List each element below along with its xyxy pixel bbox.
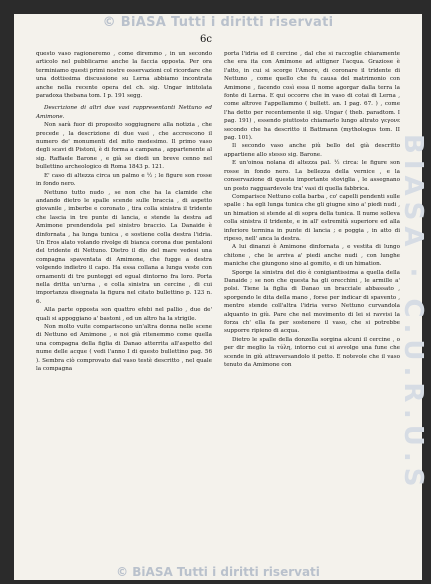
paragraph: E un'oinoa nolana di altezza pal. ½ circa: le figure son rosse in fondo nero. La bellezza della vernice , e la conservazione di questa importante stoviglia , le assegnano un posto ragguardevole tra' vasi di quella fabbrica.	[224, 160, 400, 192]
watermark-bottom: © BiASA Tutti i diritti riservati	[116, 565, 320, 579]
left-column	[36, 50, 212, 373]
paragraph: Alla parte opposta son quattro efebi nel pallio , due de' quali si appoggiano a' bastoni , ed un altro ha la strigile.	[36, 307, 212, 322]
document-page	[14, 14, 428, 580]
paragraph: Non molto vuite compariscono un'altra donna nelle scene di Nettuno ed Amimone , e noi già ritenemmo come quella una compagna della figlia di Danao atterrita all'aspetto del nume delle acque ( vedi l'anno I di questo bullettino pag. 56 ). Sembra ciò comprovato dal vaso testè descritto , nel quale la compagna	[36, 324, 212, 373]
paragraph: E' caso di altezza circa un palmo e ½ ; le figure son rosse in fondo nero.	[36, 172, 212, 188]
page-number: 6c	[200, 34, 212, 45]
paragraph: Non sarà fuor di proposito soggiugnere alla notizia , che precede , la descrizione di due vasi , che accrescono il numero de' monumenti del mito medesimo. Il primo vaso degli scavi di Pistoni, è di forma a campana , appartenente al sig. Raffaele Barone , e già se diedi un breve cenno nel bullettino archeologico di Roma 1843 p. 121.	[36, 122, 212, 171]
right-column	[224, 50, 400, 369]
paragraph: Il secondo vaso anche più bello del già descritto appartiene allo stesso sig. Barone.	[224, 143, 400, 158]
paragraph: porta l'idria ed il cercine , dal che si raccoglie chiaramente che era ita con Amimone ad attigner l'acqua. Graziose è l'atto, in cui si scorge l'Amore, di coronare il tridente di Nettuno , come quello che fu causa del matrimonio con Amimone , facendo così essa il nome agorgar dalla terra la fonte di Lerna. E qui occorre che in vaso di cotai di Lerna , come altrove l'appellammo ( bullett. an. I pag. 67. ) , come l'ha detto per recentemente il sig. Ungar ( theb. paradtom. I pag. 191) , essendo piuttosto chiamarlo lungo altrato γεγονε secondo che ha descritto il Battmann (mythologus tom. II pag. 101).	[224, 51, 400, 142]
paragraph: questo vaso ragioneremo , come diremmo , in un secondo articolo nel pubblicarne anche la faccia opposta. Per ora terminiamo questi primi nostre osservazioni col ricordare che una dottissima discussione su Lerna abbiamo incontrata anche nella recente opera del ch. sig. Ungar intitolata paradoxa thebana tom. I p. 191 segg.	[36, 51, 212, 100]
paragraph: Sporge la sinistra del dio è conigiantissima a quella della Danaide ; se non che questa ha gli orecchini , le armille a' polsi. Tiene la figlia di Danao un bracciale abbassato , sporgendo le dita della mano , forse per indicar di spavento , mentre stende coll'altra l'idria verso Nettuno curvandola alquanto in giù. Pare che nel movimento di lei si ravvisi la forza ch' ella fa per sostenere il vaso, che si potrebbe supporre ripieno di acqua.	[224, 269, 400, 335]
paragraph: Comparisce Nettuno colla barba , co' capelli pendenti sulle spalle : ha egli lunga tunica che gli giugne sino a' piedi nudi , un himation si stende al di sopra della tunica. Il nume solleva colla sinistra il tridente, e in all' estremità superiore ed alla inferiore termina in punte di lancia ; e poggia , in atto di ripeso, nell' anca la destra.	[224, 193, 400, 242]
watermark-side: BIASA · C.U.R.U.S	[398, 134, 428, 493]
paragraph: A lui dinanzi è Amimone dinfornata , e vestita di lungo chitone , che le arriva a' piedi anche nudi , con lunghe maniche che giungono sino al gomito, e di un himation.	[224, 244, 400, 268]
watermark-top: © BiASA Tutti i diritti riservati	[102, 15, 334, 30]
section-heading: Descrizione di altri due vasi rappresentanti Nettuno ed Amimone.	[36, 105, 212, 120]
paragraph: Nettuno tutto nudo , se non che ha la clamide che andando dietro le spalle scende sulle braccia , di aspetto giovanile , imberbe e coronato , tira colla sinistra il tridente che lascia in tre punte di lancia, e stende la destra ad Amimone prendendola pel sinistro braccio. La Danaide è dinfornata , ha lunga tunica , e sostiene colla destra l'idria. Un Eros alato volando rivolge di bianca corona due pentaloni del tridente di Nettuno. Dietro il dio del mare vedesi una compagna spaventata di Amimone, che fugge a destra volgendo indietro il capo. Ha essa collana a lunga veste con ornamenti di tre punteggi ed egual dintorno fra loro. Porta nella dritta un'urna , e colla sinistra un cercine , di cui importanza disegnata la figura nel citato bullettino p. 123 n. 6.	[36, 189, 212, 305]
paragraph: Dietro le spalle della donzella sorgina alcuni il cercine , o per dir meglio la τύλη, intorno cui si avvolge una fune che scende in giù attraversandolo il petto. E notevole che il vaso tenuto da Amimone con	[224, 336, 400, 369]
